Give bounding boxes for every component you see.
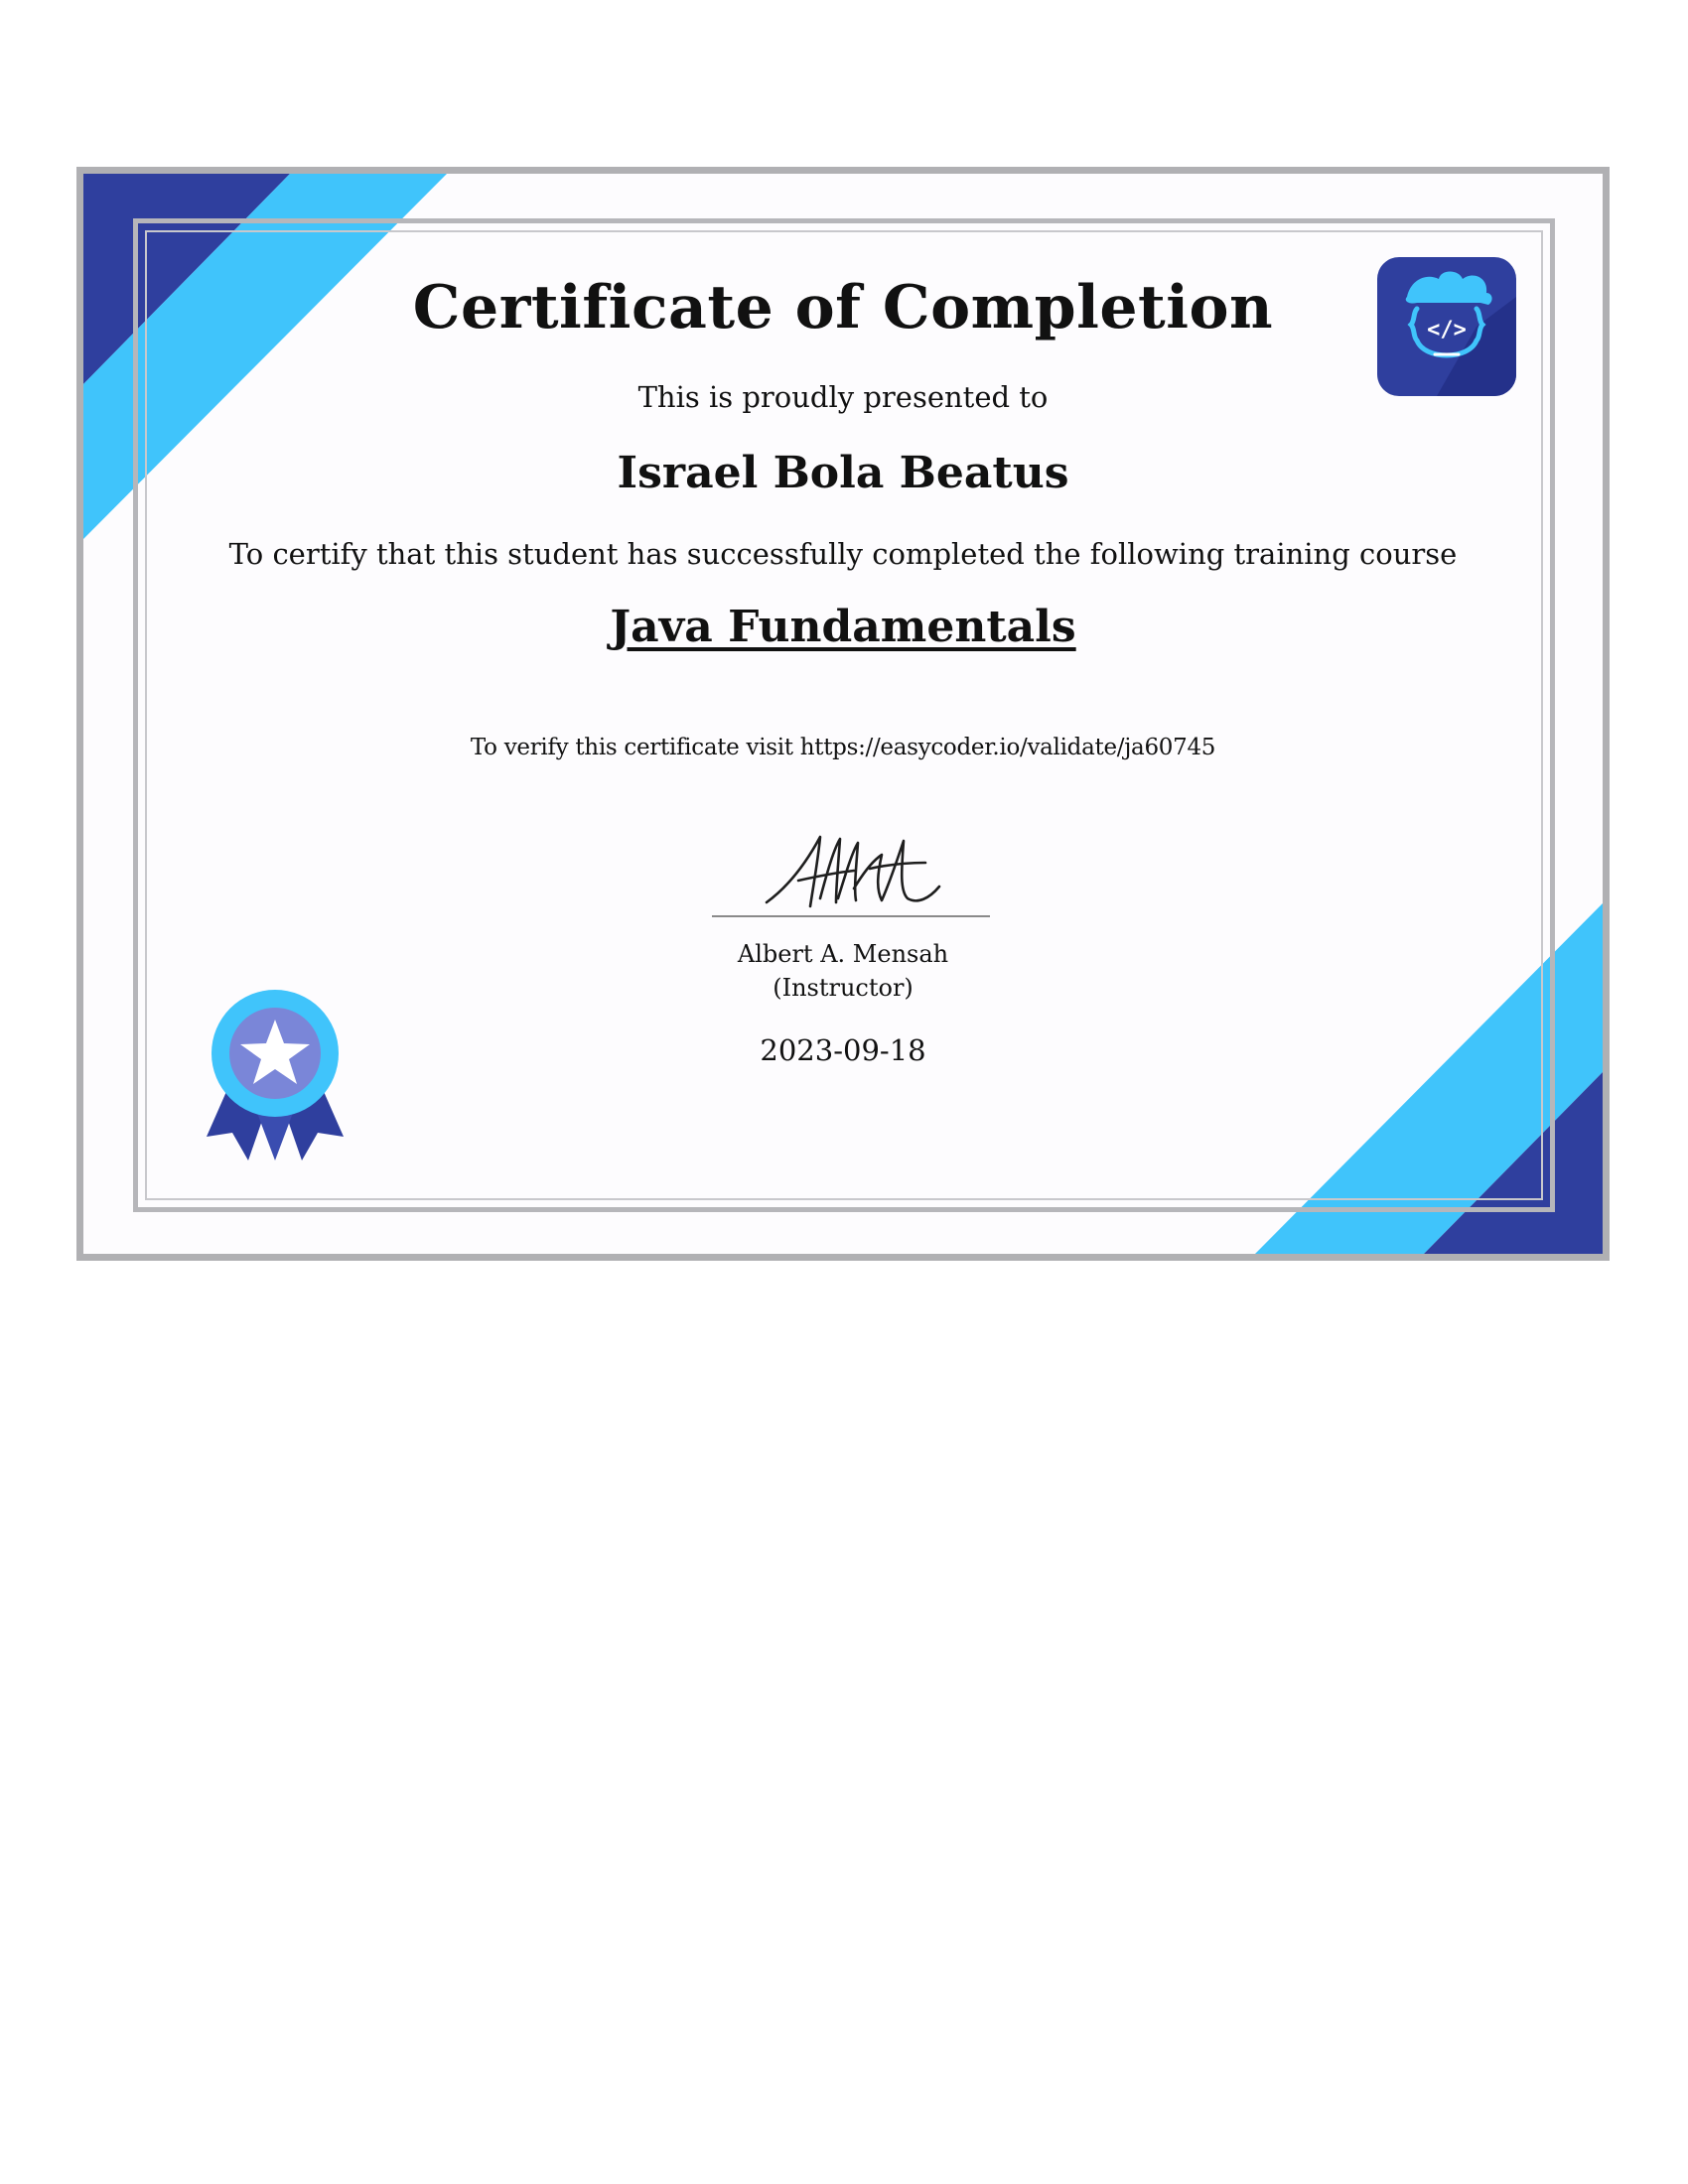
instructor-role: (Instructor) [773,974,914,1002]
presented-to-text: This is proudly presented to [637,380,1049,414]
coder-face-icon [1377,257,1516,396]
verification-text: To verify this certificate visit https://easycoder.io/validate/ja60745 [470,735,1216,760]
course-name: Java Fundamentals [610,602,1076,652]
certificate-date: 2023-09-18 [760,1033,926,1067]
signature-icon [759,829,947,918]
signature-line [712,915,990,917]
certificate-title: Certificate of Completion [412,273,1274,342]
award-ribbon-star-icon [201,988,350,1162]
instructor-name: Albert A. Mensah [737,940,949,968]
certificate [76,167,1610,1261]
certify-statement: To certify that this student has successfully completed the following training course [228,537,1458,571]
recipient-name: Israel Bola Beatus [617,448,1069,498]
logo-code-glyph: </> [1427,318,1467,342]
